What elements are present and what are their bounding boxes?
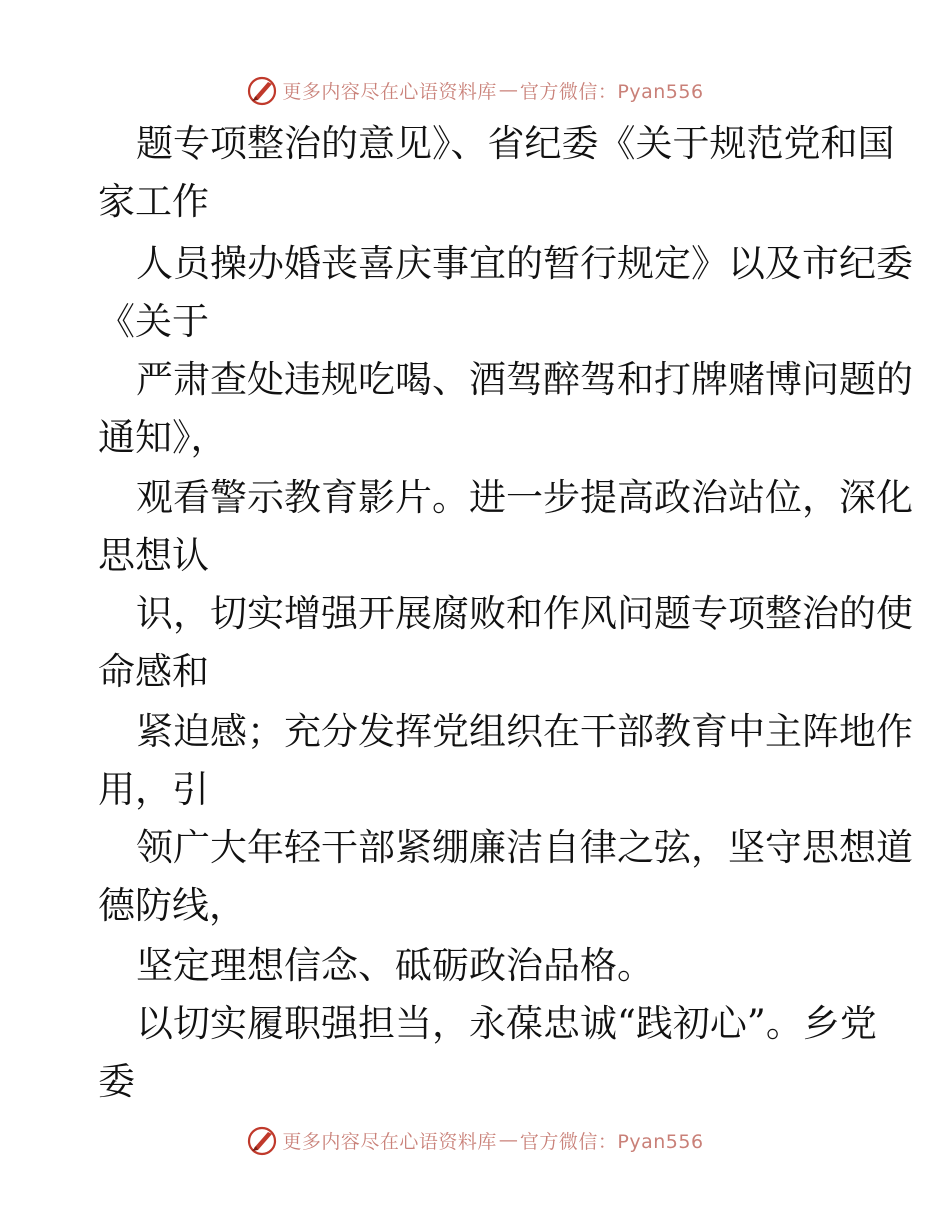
text-line-3: 人员操办婚丧喜庆事宜的暂行规定》以及市纪委 [136, 242, 913, 285]
pen-logo-icon [246, 74, 278, 106]
text-line-10: 命感和 [98, 650, 209, 693]
text-line-4: 《关于 [98, 300, 209, 343]
watermark-wechat-text: 官方微信：Pyan556 [519, 1130, 704, 1153]
watermark-separator: — [498, 1129, 518, 1151]
watermark-separator: — [498, 79, 518, 101]
text-line-12: 用，引 [98, 768, 209, 811]
footer-watermark [0, 1122, 950, 1158]
watermark-site-text: 更多内容尽在心语资料库 [282, 1130, 497, 1153]
pen-logo-icon [246, 1124, 278, 1156]
text-line-5: 严肃查处违规吃喝、酒驾醉驾和打牌赌博问题的 [136, 358, 913, 401]
text-line-6: 通知》， [98, 416, 228, 459]
text-line-11: 紧迫感；充分发挥党组织在干部教育中主阵地作 [136, 710, 913, 753]
text-line-14: 德防线， [98, 884, 246, 927]
text-line-13: 领广大年轻干部紧绷廉洁自律之弦，坚守思想道 [136, 826, 913, 869]
text-line-8: 思想认 [98, 534, 209, 577]
header-watermark [0, 72, 950, 108]
text-line-2: 家工作 [98, 180, 209, 223]
text-line-9: 识，切实增强开展腐败和作风问题专项整治的使 [136, 592, 913, 635]
text-line-15: 坚定理想信念、砥砺政治品格。 [136, 944, 654, 987]
text-line-17: 委 [98, 1060, 135, 1103]
text-line-7: 观看警示教育影片。进一步提高政治站位，深化 [136, 476, 913, 519]
watermark-site-text: 更多内容尽在心语资料库 [282, 80, 497, 103]
text-line-1: 题专项整治的意见》、省纪委《关于规范党和国 [136, 122, 895, 165]
text-line-16: 以切实履职强担当，永葆忠诚“践初心”。乡党 [136, 1002, 877, 1045]
watermark-wechat-text: 官方微信：Pyan556 [519, 80, 704, 103]
